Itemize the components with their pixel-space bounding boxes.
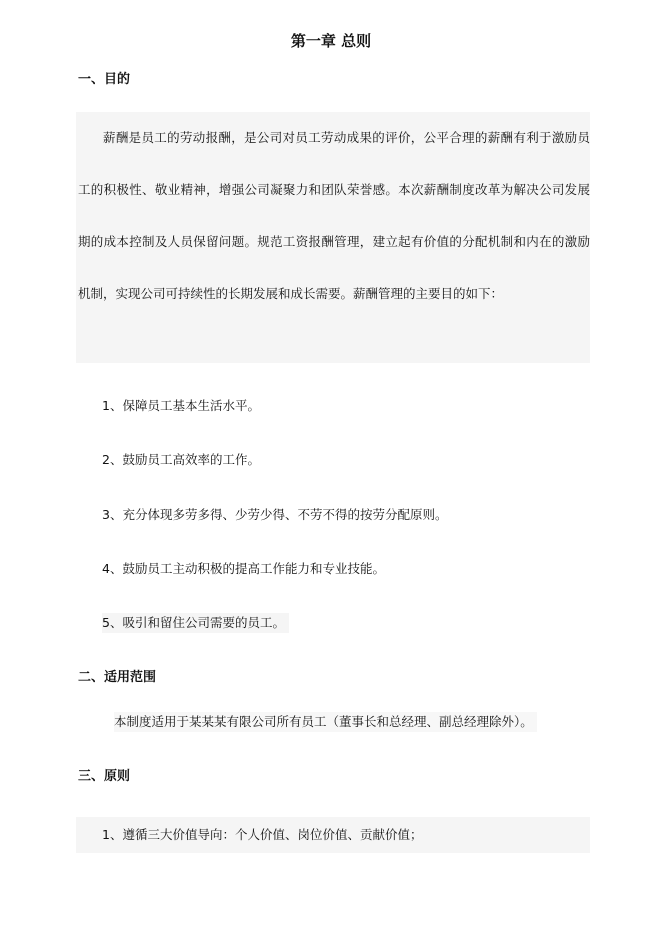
purpose-paragraph: 薪酬是员工的劳动报酬，是公司对员工劳动成果的评价，公平合理的薪酬有利于激励员工的积极性、敬业精神，增强公司凝聚力和团队荣誉感。本次薪酬制度改革为解决公司发展期的成本控制及人员保留问题。规范工资报酬管理，建立起有价值的分配机制和内在的激励机制，实现公司可持续性的长期发展和成长需要。薪酬管理的主要目的如下：	[78, 130, 590, 301]
purpose-list-item-2: 2、鼓励员工高效率的工作。	[102, 452, 260, 467]
section-heading-principles: 三、原则	[78, 769, 131, 784]
purpose-paragraph-block	[76, 112, 590, 363]
section-heading-purpose: 一、目的	[78, 72, 131, 87]
purpose-list-item-5: 5、吸引和留住公司需要的员工。	[102, 613, 289, 633]
scope-text: 本制度适用于某某某有限公司所有员工（董事长和总经理、副总经理除外）。	[114, 712, 537, 732]
principle-item-1: 1、遵循三大价值导向：个人价值、岗位价值、贡献价值；	[102, 827, 423, 842]
chapter-title: 第一章 总则	[290, 32, 372, 50]
purpose-list-item-1: 1、保障员工基本生活水平。	[102, 398, 260, 413]
principle-block	[76, 817, 590, 853]
purpose-list-item-3: 3、充分体现多劳多得、少劳少得、不劳不得的按劳分配原则。	[102, 507, 448, 522]
section-heading-scope: 二、适用范围	[78, 670, 157, 685]
purpose-list-item-4: 4、鼓励员工主动积极的提高工作能力和专业技能。	[102, 561, 385, 576]
